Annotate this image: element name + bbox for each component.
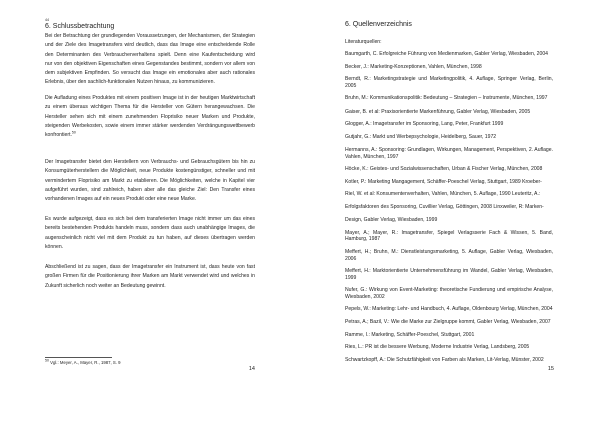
bibliography-entry: 2006	[345, 255, 357, 262]
paragraph-line	[45, 132, 76, 138]
bibliography-entry: Gaiser, B. et al: Praxisorientierte Markenführung, Gabler Verlag, Wiesbaden, 2005	[345, 108, 531, 115]
bibliography-entry: Gutjahr, G.: Markt und Werbepsychologie, Heidelberg, Sauer, 1972	[345, 134, 497, 140]
footnote-divider	[45, 357, 112, 358]
paragraph-line: bereits bestehenden Produkts handeln muss, sondern dass auch unabhängige Images, die	[45, 225, 255, 232]
bibliography-entry: Baumgarth, C. Erfolgreiche Führung von Medienmarken, Gabler Verlag, Wiesbaden, 2004	[345, 51, 549, 57]
bibliography-entry: 2005	[345, 82, 357, 89]
paragraph-line: aufgeführt wurden, sind zahlreich, haben aber alle das gleiche Ziel: Den Transfer eines	[45, 186, 255, 193]
bibliography-entry: Kotler, P.: Marketing Mangagement, Schäffer-Poeschel Verlag, Stuttgart, 1989 Kroeber-	[345, 178, 542, 185]
page-marker: 44	[45, 18, 49, 22]
bibliography-entry: 1999	[345, 274, 357, 281]
footnote-text: Vgl.: Meyer, A., Mayer, R., 1987, S. 9	[48, 359, 121, 365]
bibliography-entry: Design, Gabler Verlag, Wiesbaden, 1999	[345, 217, 438, 223]
paragraph-line: dem subjektiven Empfinden. So versucht das Image ein emotionales aber auch rationales	[45, 70, 255, 76]
bibliography-entry: Mayer, A.; Mayer, R.: Imagetransfer, Spiegel Verlagsserie Fach & Wissen, 5. Band,	[345, 229, 553, 236]
paragraph-line: Abschließend ist zu sagen, dass der Imagetransfer ein Instrument ist, dass heute von fast	[45, 264, 255, 270]
paragraph-line: zu einem überaus wichtigen Thema für die Hersteller von Gütern herangewachsen. Die	[45, 104, 255, 111]
chapter-heading: 6. Schlussbetrachtung	[45, 23, 115, 30]
bibliography-entry: Hermanns, A.: Sponsoring: Grundlagen, Wirkungen, Management, Perspektiven, 2. Auflage.	[345, 147, 553, 153]
paragraph-line: Bei der Betrachtung der grundlegenden Voraussetzungen, der Mechanismen, der Strategien	[45, 33, 255, 39]
footnote-reference[interactable]: 50	[71, 130, 76, 135]
paragraph-line: Es wurde aufgezeigt, dass es sich bei dem transferierten Image nicht immer um das eines	[45, 216, 255, 222]
bibliography-entry: Schwartzkopff, A.: Die Schutzfähigkeit von Farben als Marken, Lit-Verlag, Münster, 2002	[345, 357, 544, 363]
paragraph-line: Erlebnis, über den sachlich-funktionalen Nutzen hinaus, zu kommunizieren.	[45, 79, 215, 86]
footnote-number: 50	[45, 358, 49, 363]
bibliography-entry: Nufer, G.: Wirkung von Event-Marketing: theoretische Fundierung und empirische Analyse,	[345, 287, 553, 293]
paragraph-text: konfrontiert.	[45, 132, 72, 138]
paragraph-line: können.	[45, 243, 64, 250]
paragraph-line: Zukunft sicherlich noch weiter an Bedeutung gewinnt.	[45, 282, 166, 289]
page-number: 14	[248, 365, 255, 372]
paragraph-line: Der Imagetransfer bietet den Herstellern von Verbrauchs- und Gebrauchsgütern bis hin zu	[45, 159, 255, 165]
bibliography-entry: Vahlen, München, 1997	[345, 153, 399, 160]
bibliography-entry: Berndt, R.: Marketingstrategie und Marketingpolitik, 4. Auflage, Springer Verlag, Berlin,	[345, 76, 553, 83]
paragraph-line: vorhandenen Images auf ein neues Produkt oder eine neue Marke.	[45, 196, 197, 202]
bibliography-entry: Bruhn, M.: Kommunikationspolitik: Bedeutung – Strategien – Instrumente, München, 1997	[345, 95, 548, 102]
bibliography-entry: Wiesbaden, 2002	[345, 293, 385, 300]
bibliography-entry: Höcke, K.: Geistes- und Sozialwissenschaften, Urban & Fischer Verlag, München, 2008	[345, 166, 543, 172]
bibliography-entry: Petras, A.; Bazil, V.: Wie die Marke zur Zielgruppe kommt, Gabler Verlag, Wiesbaden, 2007	[345, 319, 551, 325]
bibliography-entry: Hamburg, 1987	[345, 236, 381, 243]
bibliography-entry: Erfolgsfaktoren des Sponsoring, Cuvillier Verlag, Göttingen, 2008 Linxweiler, R: Marken-	[345, 204, 544, 210]
paragraph-line: und der Ziele des Imagetransfers wird deutlich, dass das Image eine entscheidende Rolle	[45, 42, 255, 49]
paragraph-line: den Determinanten des Verbraucherverhaltens spielt. Denn eine Kaufentscheidung wird	[45, 51, 255, 58]
paragraph-line: steigenden Werbekosten, sowie einem immer stärker werdenden Verdrängungswettbewerb	[45, 122, 255, 129]
bibliography-entry: Riel, W. et al: Konsumentenverhalten, Vahlen, München, 5. Auflage, 1990 Leuteritz, A.:	[345, 191, 541, 198]
paragraph-line: Hersteller sehen sich mit einem zunehmenden Floprisiko neuer Marken und Produkte,	[45, 113, 255, 120]
page-number: 15	[547, 365, 554, 372]
paragraph-line: Die Aufladung eines Produktes mit einem positiven Image ist in der heutigen Marktwirtschaft	[45, 95, 255, 101]
paragraph-line: großen Firmen für die Positionierung ihrer Marken am Markt verwendet wird und welches in	[45, 273, 255, 280]
footnote	[45, 360, 121, 366]
bibliography-entry: Ries, L.: PR ist die bessere Werbung, Moderne Industrie Verlag, Landsberg, 2005	[345, 344, 530, 351]
bibliography-entry: Meffert, H.; Bruhn, M.: Dienstleistungsmarketing, 5. Auflage, Gabler Verlag, Wiesbaden,	[345, 249, 553, 255]
bibliography-entry: Pepels, W.: Marketing: Lehr- und Handbuch, 4. Auflage, Oldenbourg Verlag, München, 2004	[345, 306, 553, 312]
paragraph-line: Konsumgüterherstellern die Möglichkeit, neue Produkte kostengünstiger, schneller und mit	[45, 168, 255, 175]
bibliography-entry: Becker, J.: Marketing-Konzeptionen, Vahlen, München, 1998	[345, 63, 482, 70]
bibliography-entry: Ramme, I.: Marketing, Schäffer-Poeschel, Stuttgart, 2001	[345, 331, 475, 338]
paragraph-line: augenscheinlich nicht viel mit dem Produkt zu tun haben, auf dieses übertragen werden	[45, 234, 255, 241]
page-15	[300, 0, 600, 425]
bibliography-entry: Meffert, H.: Marktorientierte Unternehmensführung im Wandel, Gabler Verlag, Wiesbaden,	[345, 268, 553, 274]
section-subheading: Literaturquellen:	[345, 38, 382, 45]
paragraph-line: nur von den objektiven Eigenschaften eines Gegenstandes bestimmt, sondern vor allem von	[45, 60, 255, 67]
chapter-heading: 6. Quellenverzeichnis	[345, 20, 412, 28]
paragraph-line: vermindertem Floprisiko am Markt zu etablieren. Die Möglichkeiten, welche in Kapitel vier	[45, 177, 255, 184]
bibliography-entry: Glogger, A.: Imagetransfer im Sponsoring, Lang, Peter, Frankfurt 1999	[345, 121, 504, 127]
